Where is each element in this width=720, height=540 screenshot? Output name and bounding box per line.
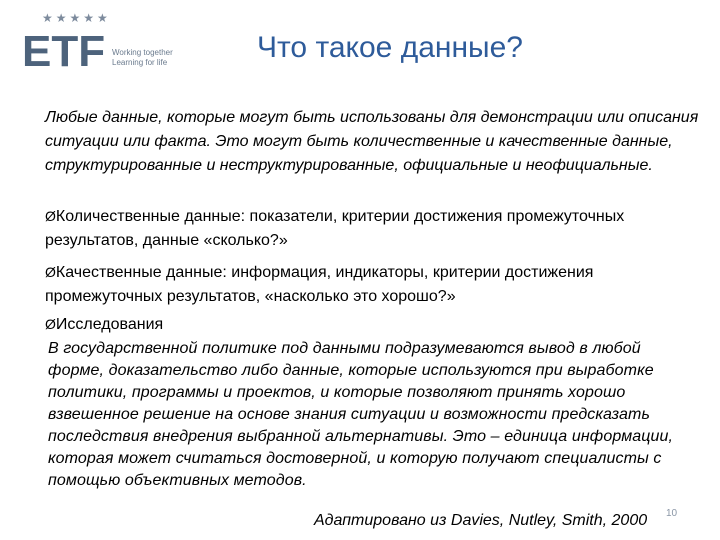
etf-logo bbox=[22, 12, 192, 78]
arrow-bullet-icon: Ø bbox=[45, 264, 56, 280]
bullet-text: Количественные данные: показатели, критерии достижения промежуточных результатов, данные «сколько?» bbox=[45, 208, 625, 249]
bullet-quantitative bbox=[45, 204, 705, 253]
logo-tagline-line2: Learning for life bbox=[112, 58, 168, 67]
bullet-text: Исследования bbox=[55, 316, 164, 333]
arrow-bullet-icon: Ø bbox=[45, 208, 56, 224]
bullet-text: Качественные данные: информация, индикаторы, критерии достижения промежуточных результатов, «насколько это хорошо?» bbox=[45, 264, 594, 305]
logo-tagline-line1: Working together bbox=[112, 48, 173, 57]
arrow-bullet-icon: Ø bbox=[45, 316, 56, 332]
policy-paragraph: В государственной политике под данными подразумеваются вывод в любой форме, доказательство либо данные, которые используются при выработке политики, программы и проектов, и которые позволяют принять хорошо взвешенное решение на основе знания ситуации и возможности предсказать последствия внедрения выбранной альтернативы. Это – единица информации, которая может считаться достоверной, и которую получают специалисты с помощью объективных методов. bbox=[48, 340, 674, 489]
slide-title: Что такое данные? bbox=[257, 31, 523, 64]
bullet-qualitative bbox=[45, 260, 705, 309]
logo-letters: ETF bbox=[22, 27, 106, 76]
source-citation: Адаптировано из Davies, Nutley, Smith, 2000 bbox=[314, 512, 648, 529]
bullet-research bbox=[45, 312, 705, 337]
page-number: 10 bbox=[666, 508, 678, 519]
logo-stars-icon: ★★★★★ bbox=[42, 11, 111, 25]
logo-tagline bbox=[112, 48, 173, 68]
intro-paragraph: Любые данные, которые могут быть использованы для демонстрации или описания ситуации или факта. Это могут быть количественные и качественные данные, структурированные и неструктурированные, официальные и неофициальные. bbox=[45, 109, 699, 174]
